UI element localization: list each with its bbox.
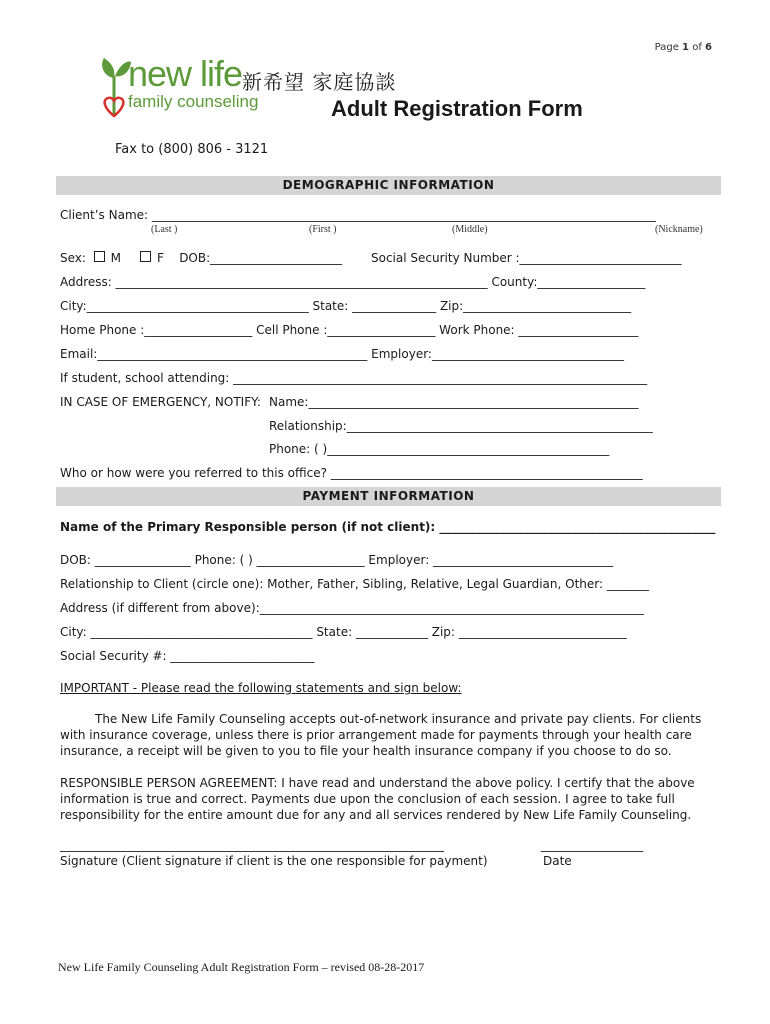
demographic-section-header xyxy=(56,176,721,195)
payment-section-header xyxy=(56,487,721,506)
date-line[interactable]: _________________ xyxy=(541,838,643,852)
logo-chinese-name: 新希望 家庭協談 xyxy=(242,70,397,94)
page-number xyxy=(655,42,712,53)
emergency-label: IN CASE OF EMERGENCY, NOTIFY: xyxy=(60,395,261,409)
sex-female-label: F xyxy=(157,251,164,265)
city-state-zip-field[interactable]: City:_____________________________________ State: ______________ Zip:____________________________ xyxy=(60,299,632,313)
payment-city-state-zip-field[interactable]: City: _____________________________________ State: ____________ Zip: ____________________________ xyxy=(60,625,627,639)
sex-label: Sex: xyxy=(60,251,86,265)
page-current: 1 xyxy=(682,42,690,53)
relationship-to-client-field[interactable]: Relationship to Client (circle one): Mother, Father, Sibling, Relative, Legal Guardian, Other: _______ xyxy=(60,577,649,591)
logo-wordmark: new life xyxy=(128,53,243,94)
client-name-field[interactable]: Client’s Name: ____________________________________________________________________________________ xyxy=(60,208,656,222)
school-field[interactable]: If student, school attending: _____________________________________________________________________ xyxy=(60,371,648,385)
ssn-field[interactable]: Social Security Number :___________________________ xyxy=(371,251,682,265)
policy-paragraph: The New Life Family Counseling accepts out-of-network insurance and private pay clients. For clients with insurance coverage, unless there is prior arrangement made for payments through your health care insurance, a receipt will be given to you to file your health insurance company if you choose to do so. xyxy=(60,712,702,758)
name-part-last: (Last ) xyxy=(151,224,178,235)
sex-male-checkbox[interactable] xyxy=(94,251,105,262)
page-of: of xyxy=(692,42,702,53)
responsible-person-field[interactable]: Name of the Primary Responsible person (if not client): ______________________________________________ xyxy=(60,520,716,534)
address-county-field[interactable]: Address: ______________________________________________________________ County:__________________ xyxy=(60,275,646,289)
phone-fields[interactable]: Home Phone :__________________ Cell Phone :__________________ Work Phone: ____________________ xyxy=(60,323,639,337)
page-total: 6 xyxy=(705,42,712,53)
signature-line[interactable]: ________________________________________________________________ xyxy=(60,838,444,852)
payment-header-label: PAYMENT INFORMATION xyxy=(302,489,475,503)
demographic-header-label: DEMOGRAPHIC INFORMATION xyxy=(282,178,495,192)
form-footer: New Life Family Counseling Adult Registration Form – revised 08-28-2017 xyxy=(58,960,425,974)
date-label: Date xyxy=(543,854,572,868)
signature-label: Signature (Client signature if client is the one responsible for payment) xyxy=(60,854,488,868)
referral-field[interactable]: Who or how were you referred to this office? ____________________________________________________ xyxy=(60,466,643,480)
fax-number: Fax to (800) 806 - 3121 xyxy=(115,142,269,157)
emergency-name-field[interactable]: Name:_______________________________________________________ xyxy=(269,395,639,409)
page-label: Page xyxy=(654,42,679,53)
name-part-first: (First ) xyxy=(309,224,337,235)
emergency-relationship-field[interactable]: Relationship:___________________________________________________ xyxy=(269,419,653,433)
dob-field[interactable]: DOB:______________________ xyxy=(179,251,343,265)
important-heading: IMPORTANT - Please read the following statements and sign below: xyxy=(60,681,462,695)
leaf-heart-icon xyxy=(98,54,132,120)
form-title: Adult Registration Form xyxy=(331,96,583,121)
email-employer-field[interactable]: Email:_____________________________________________ Employer:________________________________ xyxy=(60,347,624,361)
payment-address-field[interactable]: Address (if different from above):________________________________________________________________ xyxy=(60,601,644,615)
logo-tagline: family counseling xyxy=(128,92,259,111)
payment-dob-phone-employer-field[interactable]: DOB: ________________ Phone: ( ) __________________ Employer: ______________________________ xyxy=(60,553,614,567)
sex-dob-row xyxy=(60,251,342,265)
sex-male-label: M xyxy=(110,251,121,265)
emergency-phone-field[interactable]: Phone: ( )_______________________________________________ xyxy=(269,442,610,456)
payment-ssn-field[interactable]: Social Security #: ________________________ xyxy=(60,649,315,663)
name-part-middle: (Middle) xyxy=(452,224,488,235)
name-part-nickname: (Nickname) xyxy=(655,224,703,235)
agreement-paragraph: RESPONSIBLE PERSON AGREEMENT: I have read and understand the above policy. I certify that the above information is true and correct. Payments due upon the conclusion of each session. I agree to take full responsibility for the entire amount due for any and all services rendered by New Life Family Counseling. xyxy=(60,776,695,822)
sex-female-checkbox[interactable] xyxy=(140,251,151,262)
logo xyxy=(98,53,397,120)
